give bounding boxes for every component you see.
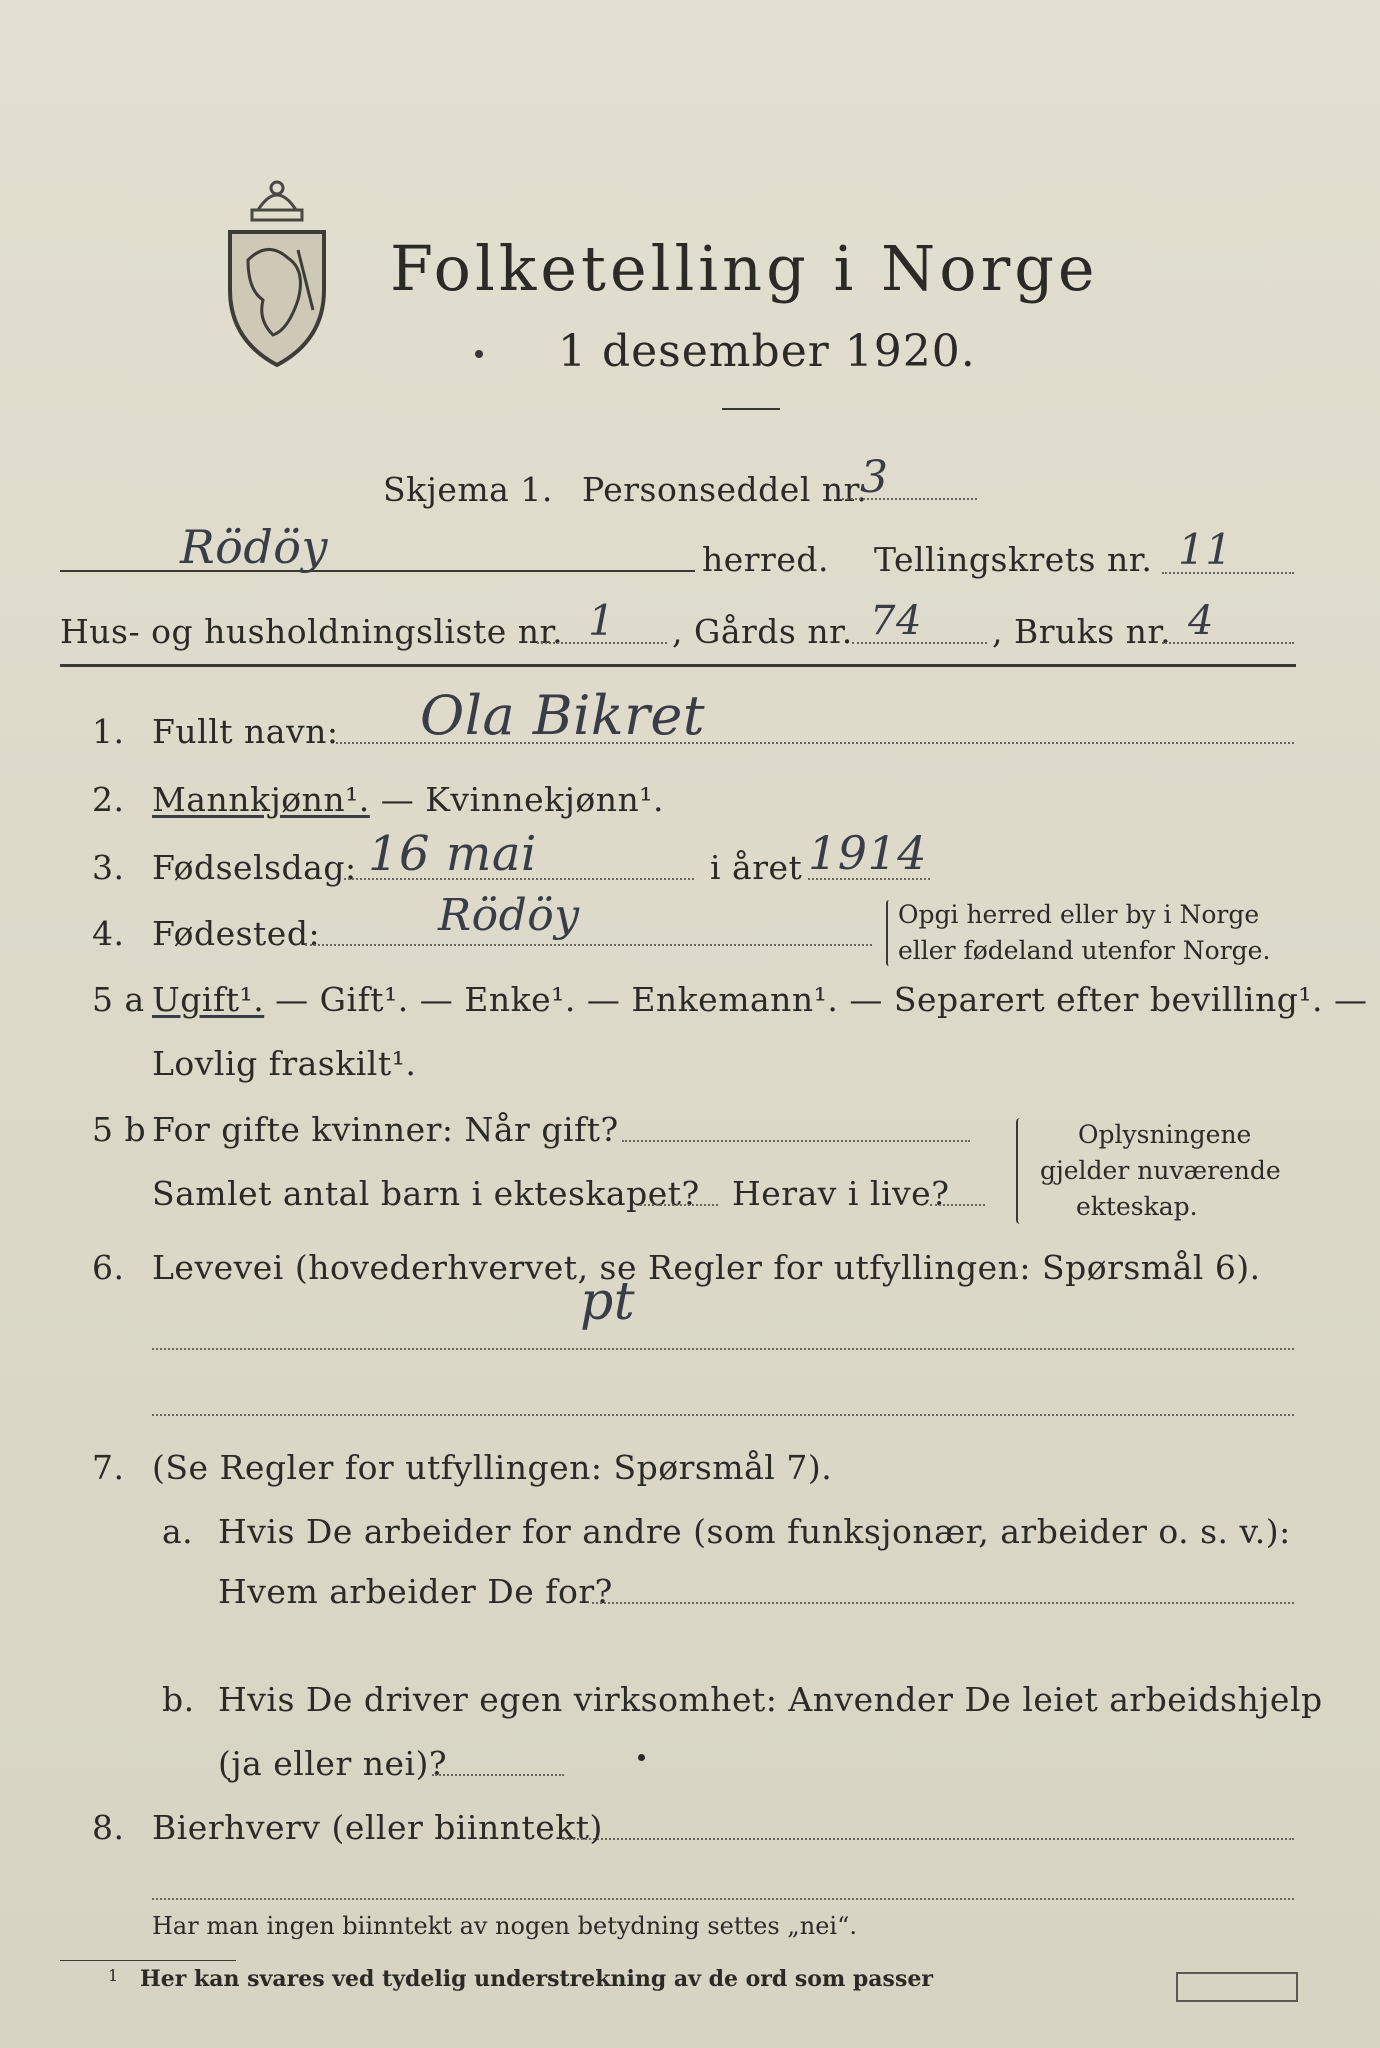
ink-dot — [638, 1754, 645, 1761]
side-income-field-line-2 — [152, 1898, 1294, 1900]
title-divider — [722, 408, 780, 410]
ugift-option[interactable]: Ugift¹. — [152, 980, 265, 1019]
herred-value[interactable]: Rödöy — [180, 520, 328, 574]
gards-label: , Gårds nr. — [672, 612, 853, 651]
q7-label: (Se Regler for utfyllingen: Spørsmål 7). — [152, 1448, 833, 1487]
q7a-letter: a. — [162, 1512, 194, 1551]
decorative-dot — [475, 350, 483, 358]
q8-number: 8. — [92, 1808, 125, 1847]
husholdningsliste-nr-value[interactable]: 1 — [588, 596, 616, 645]
q5b-alive-label: Herav i live? — [732, 1174, 950, 1213]
q1-number: 1. — [92, 712, 125, 751]
q3-number: 3. — [92, 848, 125, 887]
employer-field-line — [592, 1602, 1294, 1604]
year-label: i året — [710, 848, 803, 887]
lovlig-fraskilt-option[interactable]: Lovlig fraskilt¹. — [152, 1044, 417, 1083]
q5b-note-line3: ekteskap. — [1076, 1192, 1198, 1221]
herred-label: herred. — [702, 540, 829, 579]
q6-label: Levevei (hovederhvervet, se Regler for utfyllingen: Spørsmål 6). — [152, 1248, 1261, 1287]
personseddel-nr-value[interactable]: 3 — [860, 452, 889, 503]
alive-field-line — [930, 1204, 985, 1206]
q2-number: 2. — [92, 780, 125, 819]
bruks-label: , Bruks nr. — [992, 612, 1172, 651]
form-date: 1 desember 1920. — [558, 326, 976, 377]
q7b-letter: b. — [162, 1680, 195, 1719]
footnote-mark: 1 — [108, 1966, 119, 1985]
bruks-nr-value[interactable]: 4 — [1188, 598, 1214, 644]
side-income-field-line-1 — [562, 1838, 1294, 1840]
husholdningsliste-label: Hus- og husholdningsliste nr. — [60, 612, 564, 651]
form-title: Folketelling i Norge — [390, 232, 1099, 305]
children-field-line — [640, 1204, 718, 1206]
q5a-other-options[interactable]: — Gift¹. — Enke¹. — Enkemann¹. — Separert efter bevilling¹. — — [264, 980, 1368, 1019]
full-name-value[interactable]: Ola Bikret — [420, 684, 706, 747]
header-divider — [60, 664, 1296, 667]
q6-number: 6. — [92, 1248, 125, 1287]
personseddel-label: Personseddel nr. — [582, 470, 868, 509]
occupation-value[interactable]: pt — [580, 1272, 636, 1332]
footnote-divider — [60, 1960, 236, 1961]
q2-options — [152, 780, 664, 819]
q7a-employer-label: Hvem arbeider De for? — [218, 1572, 613, 1611]
bruks-field-line — [1162, 642, 1294, 644]
q5b-note-line1: Oplysningene — [1078, 1120, 1252, 1149]
q5a-number: 5 a — [92, 980, 145, 1019]
birthday-value[interactable]: 16 mai — [368, 826, 537, 882]
tellingskrets-nr-value[interactable]: 11 — [1178, 525, 1233, 574]
q1-label: Fullt navn: — [152, 712, 339, 751]
q4-note-line1: Opgi herred eller by i Norge — [898, 900, 1260, 929]
q4-note-brace — [886, 900, 892, 966]
kvinnekjonn-option[interactable]: Kvinnekjønn¹. — [425, 780, 664, 819]
when-married-field-line — [622, 1140, 970, 1142]
side-income-note: Har man ingen biinntekt av nogen betydning settes „nei“. — [152, 1912, 857, 1940]
footnote-text: Her kan svares ved tydelig understrekning av de ord som passer — [140, 1966, 933, 1992]
q3-label: Fødselsdag: — [152, 848, 357, 887]
gards-nr-value[interactable]: 74 — [870, 598, 922, 644]
q5b-children-label: Samlet antal barn i ekteskapet? — [152, 1174, 700, 1213]
norway-coat-of-arms-icon — [218, 170, 336, 370]
birthplace-value[interactable]: Rödöy — [438, 890, 580, 941]
q5b-number: 5 b — [92, 1110, 147, 1149]
q5a-options — [152, 980, 1368, 1019]
q2-separator: — — [369, 780, 426, 819]
q4-label: Fødested: — [152, 914, 321, 953]
occupation-field-line-2 — [152, 1414, 1294, 1416]
mannkjonn-option[interactable]: Mannkjønn¹. — [152, 780, 370, 819]
q4-number: 4. — [92, 914, 125, 953]
herred-field-line — [60, 570, 695, 572]
q5b-when-married-label: For gifte kvinner: Når gift? — [152, 1110, 619, 1149]
printer-stamp — [1176, 1972, 1298, 2002]
birthplace-field-line — [305, 944, 872, 946]
q7a-question: Hvis De arbeider for andre (som funksjonær, arbeider o. s. v.): — [218, 1512, 1291, 1551]
q7b-answer-label: (ja eller nei)? — [218, 1744, 448, 1783]
q5b-note-line2: gjelder nuværende — [1040, 1156, 1281, 1185]
tellingskrets-label: Tellingskrets nr. — [874, 540, 1153, 579]
occupation-field-line-1 — [152, 1348, 1294, 1350]
q5b-note-brace — [1016, 1118, 1024, 1224]
hired-help-field-line — [432, 1774, 564, 1776]
birth-year-value[interactable]: 1914 — [808, 826, 928, 880]
q7-number: 7. — [92, 1448, 125, 1487]
skjema-label: Skjema 1. — [383, 470, 553, 509]
q4-note-line2: eller fødeland utenfor Norge. — [898, 936, 1271, 965]
q8-label: Bierhverv (eller biinntekt) — [152, 1808, 603, 1847]
q7b-question: Hvis De driver egen virksomhet: Anvender De leiet arbeidshjelp — [218, 1680, 1323, 1719]
